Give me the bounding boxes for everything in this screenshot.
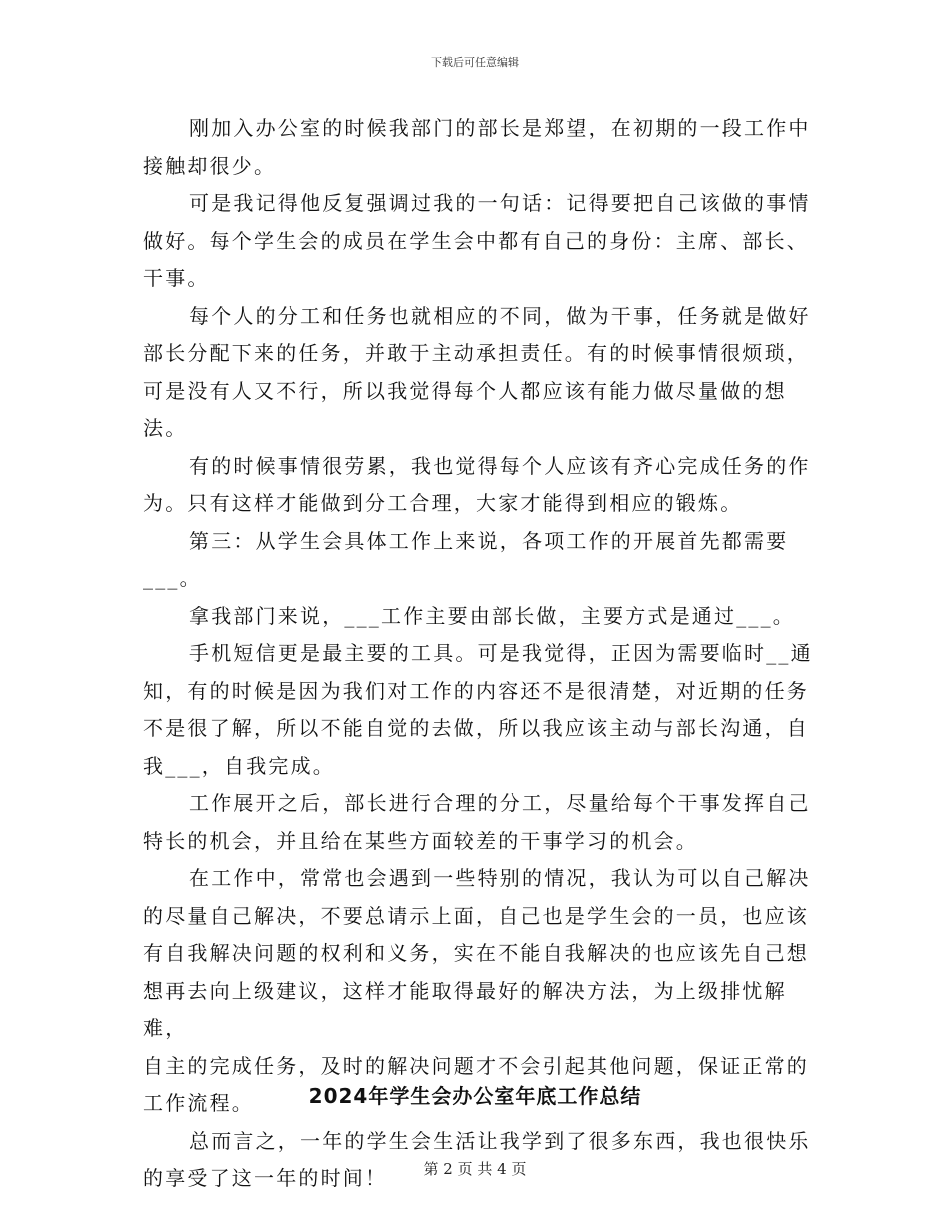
paragraph-line: 可是没有人又不行，所以我觉得每个人都应该有能力做尽量做的想法。	[143, 378, 787, 440]
paragraph-line: 总而言之，一年的学生会生活让我学到了很多东西，我也很快乐	[189, 1128, 811, 1153]
paragraph-line: 的享受了这一年的时间！	[143, 1166, 388, 1190]
paragraph	[143, 185, 823, 298]
paragraph-line: 部长分配下来的任务，并敢于主动承担责任。有的时候事情很烦琐，	[143, 341, 809, 365]
paragraph-line: 拿我部门来说，___工作主要由部长做，主要方式是通过___。	[189, 603, 795, 628]
paragraph-line: 想再去向上级建议，这样才能取得最好的解决方法，为上级排忧解难，	[143, 978, 787, 1040]
header-note: 下载后可任意编辑	[431, 56, 519, 69]
paragraph	[143, 523, 823, 598]
paragraph-line: 第三：从学生会具体工作上来说，各项工作的开展首先都需要___。	[143, 528, 789, 590]
paragraph-line: 接触却很少。	[143, 153, 277, 178]
paragraph-line: 知，有的时候是因为我们对工作的内容还不是很清楚，对近期的任务	[143, 678, 809, 703]
paragraph-line: 工作展开之后，部长进行合理的分工，尽量给每个干事发挥自己	[189, 791, 811, 815]
paragraph-line: 自主的完成任务，及时的解决问题才不会引起其他问题，保证正常的	[143, 1053, 809, 1078]
document-body	[143, 110, 823, 1198]
paragraph	[143, 110, 823, 185]
paragraph-line: 工作流程。	[143, 1091, 254, 1115]
paragraph-line: 的尽量自己解决，不要总请示上面，自己也是学生会的一员，也应该	[143, 903, 809, 928]
paragraph-line: 可是我记得他反复强调过我的一句话：记得要把自己该做的事情	[189, 191, 811, 215]
paragraph-line: 我___，自我完成。	[143, 753, 335, 778]
paragraph-line: 在工作中，常常也会遇到一些特别的情况，我认为可以自己解决	[189, 866, 811, 890]
page-footer: 第 2 页 共 4 页	[423, 1160, 527, 1178]
paragraph	[143, 298, 823, 448]
paragraph-line: 有的时候事情很劳累，我也觉得每个人应该有齐心完成任务的作	[189, 453, 811, 478]
document-title: 2024年学生会办公室年底工作总结	[308, 1084, 642, 1108]
paragraph-line: 特长的机会，并且给在某些方面较差的干事学习的机会。	[143, 828, 698, 853]
paragraph-line: 做好。每个学生会的成员在学生会中都有自己的身份：主席、部长、	[143, 228, 809, 253]
paragraph-line: 有自我解决问题的权利和义务，实在不能自我解决的也应该先自己想	[143, 941, 809, 965]
paragraph-line: 刚加入办公室的时候我部门的部长是郑望，在初期的一段工作中	[189, 116, 811, 140]
paragraph	[143, 598, 823, 636]
paragraph-line: 不是很了解，所以不能自觉的去做，所以我应该主动与部长沟通，自	[143, 716, 809, 740]
paragraph-line: 为。只有这样才能做到分工合理，大家才能得到相应的锻炼。	[143, 491, 743, 515]
paragraph-line: 干事。	[143, 266, 210, 290]
paragraph-line: 每个人的分工和任务也就相应的不同，做为干事，任务就是做好	[189, 303, 811, 328]
paragraph-line: 手机短信更是最主要的工具。可是我觉得，正因为需要临时__通	[189, 641, 813, 665]
paragraph	[143, 635, 823, 785]
paragraph	[143, 448, 823, 523]
paragraph	[143, 785, 823, 860]
